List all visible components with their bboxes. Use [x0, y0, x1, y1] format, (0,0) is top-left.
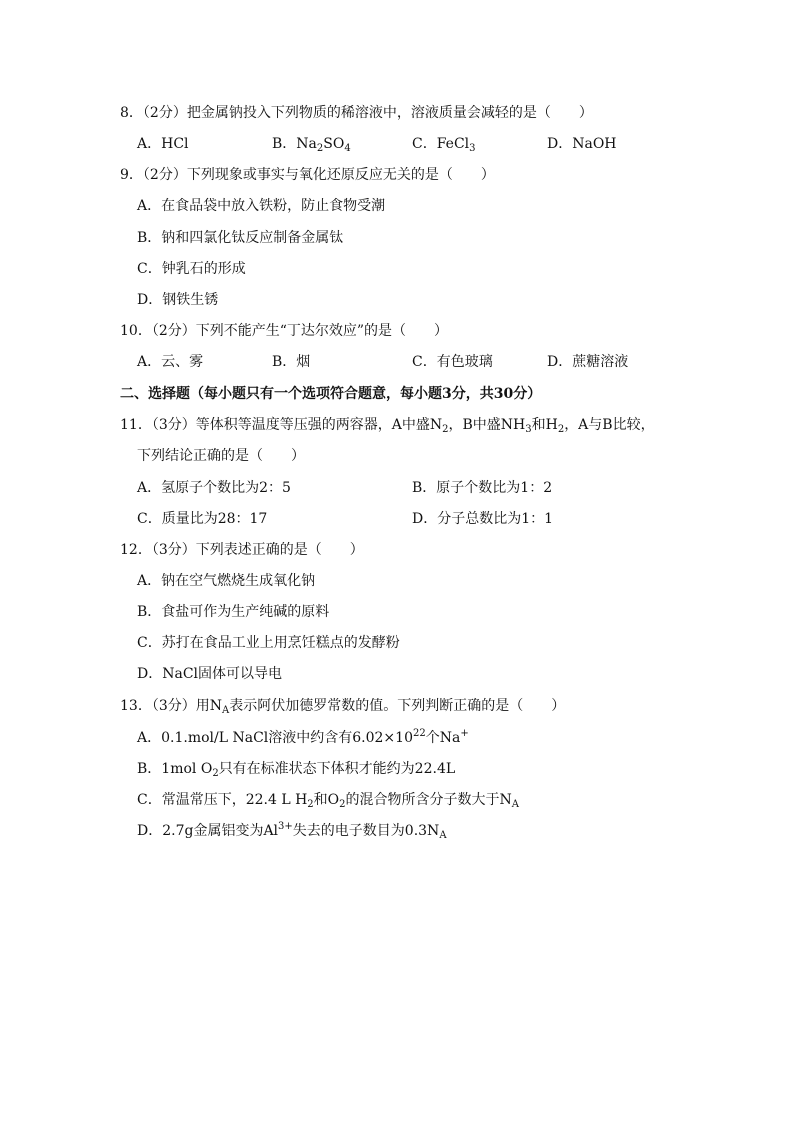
question-10-option-b: B．烟 — [272, 354, 311, 370]
question-9-stem: 9．（2分）下列现象或事实与氧化还原反应无关的是（ ） — [120, 167, 495, 183]
section-2-heading: 二、选择题（每小题只有一个选项符合题意，每小题3分，共30分） — [120, 386, 542, 402]
question-13-option-c: C．常温常压下，22.4 L $H_2$和$O_2$的混合物所含分子数大于$N_A$ — [137, 792, 520, 810]
question-12-option-b: B．食盐可作为生产纯碱的原料 — [137, 604, 330, 620]
question-9-option-b: B．钠和四氯化钛反应制备金属钛 — [137, 230, 344, 246]
question-8-option-b: B．$Na_2SO_4$ — [272, 136, 351, 154]
question-11-stem-continued: 下列结论正确的是（ ） — [137, 448, 305, 464]
question-8-option-d: D．NaOH — [547, 136, 617, 152]
question-8-stem: 8．（2分）把金属钠投入下列物质的稀溶液中，溶液质量会减轻的是（ ） — [120, 105, 593, 121]
question-12-option-c: C．苏打在食品工业上用烹饪糕点的发酵粉 — [137, 635, 400, 651]
question-13-stem: 13．（3分）用$N_A$表示阿伏加德罗常数的值。下列判断正确的是（ ） — [120, 698, 566, 716]
question-11-option-d: D．分子总数比为1：1 — [412, 511, 554, 527]
question-12-option-d: D．NaCl固体可以导电 — [137, 666, 283, 682]
question-9-option-d: D．钢铁生锈 — [137, 292, 219, 308]
question-11-stem: 11．（3分）等体积等温度等压强的两容器，A中盛$N_2$，B中盛$NH_3$和$H_2$，A与B比较， — [120, 417, 655, 435]
question-11-option-a: A．氢原子个数比为2：5 — [137, 480, 291, 496]
question-13-option-b: B．1mol $O_2$只有在标准状态下体积才能约为22.4L — [137, 761, 456, 779]
question-12-option-a: A．钠在空气燃烧生成氧化钠 — [137, 573, 316, 589]
question-11-option-b: B．原子个数比为1：2 — [412, 480, 553, 496]
question-10-stem: 10．（2分）下列不能产生“丁达尔效应”的是（ ） — [120, 323, 449, 339]
question-10-option-a: A．云、雾 — [137, 354, 204, 370]
question-12-stem: 12．（3分）下列表述正确的是（ ） — [120, 542, 364, 558]
question-9-option-a: A．在食品袋中放入铁粉，防止食物受潮 — [137, 198, 386, 214]
question-10-option-c: C．有色玻璃 — [412, 354, 493, 370]
question-10-option-d: D．蔗糖溶液 — [547, 354, 629, 370]
question-13-option-d: D．2.7g金属铝变为$Al^{3+}$失去的电子数目为$0.3N_A$ — [137, 821, 447, 841]
question-9-option-c: C．钟乳石的形成 — [137, 261, 246, 277]
question-13-option-a: A．0.1.mol/L NaCl溶液中约含有$6.02\times 10^{22}$个Na+ — [137, 728, 469, 746]
question-8-option-a: A．HCl — [137, 136, 189, 152]
question-8-option-c: C．FeCl$_3$ — [412, 136, 476, 154]
question-11-option-c: C．质量比为28：17 — [137, 511, 268, 527]
